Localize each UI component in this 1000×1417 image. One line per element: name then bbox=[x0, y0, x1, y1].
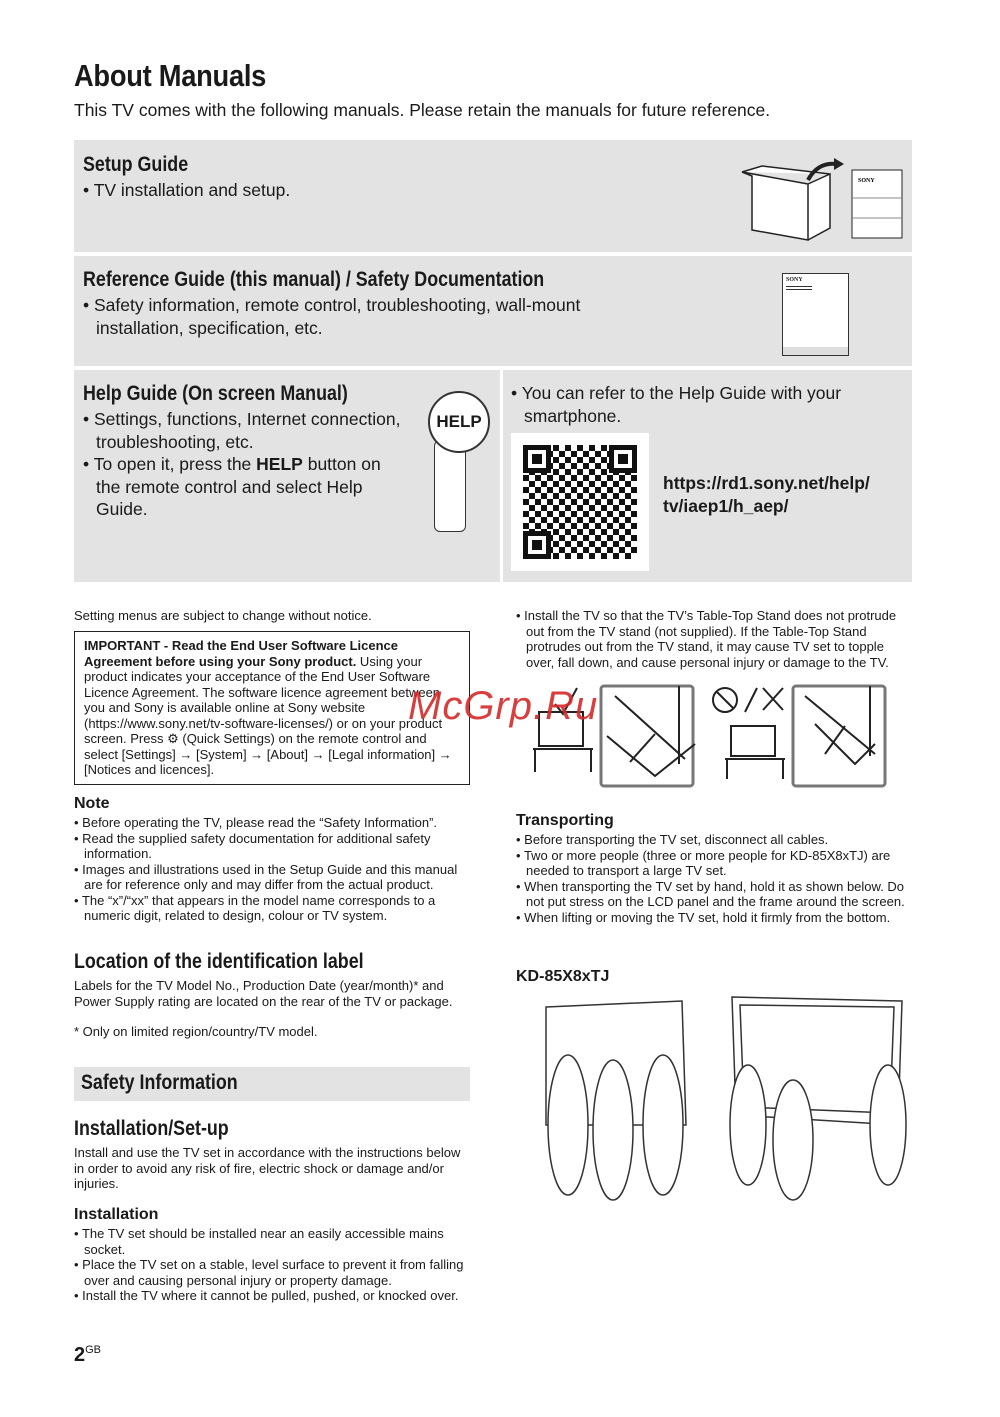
note-item: • Images and illustrations used in the Setup Guide and this manual are for reference only and may differ from the actual product. bbox=[74, 862, 470, 893]
sony-logo: SONY bbox=[858, 178, 875, 184]
note-heading: Note bbox=[74, 795, 110, 812]
gear-icon: ⚙ bbox=[167, 731, 179, 746]
help-guide-smartphone-panel bbox=[503, 370, 912, 582]
setup-guide-heading: Setup Guide bbox=[83, 153, 189, 176]
location-footnote: * Only on limited region/country/TV model. bbox=[74, 1024, 318, 1039]
location-section bbox=[74, 950, 474, 1040]
settings-notice: Setting menus are subject to change without notice. bbox=[74, 608, 372, 623]
smartphone-note: • You can refer to the Help Guide with your smartphone. bbox=[511, 382, 891, 427]
important-box: IMPORTANT - Read the End User Software Licence Agreement before using your Sony product. Using your product indicates your acceptance of the End User Software Licence Agreement. The software licence agreement between you and Sony is available online at Sony website (https://www.sony.net/tv-software-licenses/) or on your product screen. Press ⚙ (Quick Settings) on the remote control and select [Settings] → [System] → [About] → [Legal information] → [Notices and licences]. bbox=[74, 631, 470, 785]
installation-item: • Install the TV where it cannot be pulled, pushed, or knocked over. bbox=[74, 1288, 470, 1304]
transporting-heading: Transporting bbox=[516, 812, 614, 829]
setup-guide-panel bbox=[74, 140, 912, 252]
transporting-section bbox=[516, 812, 912, 925]
qr-code[interactable] bbox=[511, 433, 649, 571]
installation-setup-heading: Installation/Set-up bbox=[74, 1117, 229, 1140]
help-guide-bullet-1: • Settings, functions, Internet connection, troubleshooting, etc. bbox=[83, 408, 403, 453]
page-number: $2^{GB}$ bbox=[74, 1344, 102, 1366]
note-section bbox=[74, 795, 470, 924]
model-heading: KD-85X8xTJ bbox=[516, 968, 610, 985]
page-title: About Manuals bbox=[74, 58, 267, 93]
help-guide-url[interactable]: https://rd1.sony.net/help/ tv/iaep1/h_aep/ bbox=[663, 473, 870, 516]
installation-item: • Place the TV set on a stable, level surface to prevent it from falling over and causing personal injury or property damage. bbox=[74, 1257, 470, 1288]
installation-setup-text: Install and use the TV set in accordance with the instructions below in order to avoid any risk of fire, electric shock or damage and/or injuries. bbox=[74, 1145, 461, 1191]
watermark: McGrp.Ru bbox=[408, 684, 599, 728]
transporting-item: • When transporting the TV set by hand, hold it as shown below. Do not put stress on the LCD panel and the frame around the screen. bbox=[516, 879, 912, 910]
reference-guide-bullet: • Safety information, remote control, troubleshooting, wall-mount installation, specification, etc. bbox=[83, 294, 643, 339]
stand-note: • Install the TV so that the TV’s Table-Top Stand does not protrude out from the TV stand (not supplied). If the Table-Top Stand protrudes out from the TV stand, it may cause TV set to topple over, fall down, and cause personal injury or damage to the TV. bbox=[516, 608, 912, 670]
reference-guide-panel bbox=[74, 256, 912, 366]
transporting-item: • Before transporting the TV set, disconnect all cables. bbox=[516, 832, 912, 848]
subtitle: This TV comes with the following manuals. Please retain the manuals for future reference. bbox=[74, 100, 771, 120]
transporting-item: • When lifting or moving the TV set, hold it firmly from the bottom. bbox=[516, 910, 912, 926]
note-item: • Before operating the TV, please read the “Safety Information”. bbox=[74, 815, 470, 831]
installation-heading: Installation bbox=[74, 1206, 159, 1223]
carrying-tv-illustration bbox=[518, 995, 910, 1210]
help-guide-heading: Help Guide (On screen Manual) bbox=[83, 382, 348, 405]
sony-logo: SONY bbox=[786, 277, 803, 283]
help-guide-bullet-2: • To open it, press the HELP button on the remote control and select Help Guide. bbox=[83, 453, 403, 521]
safety-heading: Safety Information bbox=[81, 1071, 238, 1094]
reference-guide-heading: Reference Guide (this manual) / Safety Documentation bbox=[83, 268, 545, 291]
box-and-guide-icon bbox=[738, 158, 908, 244]
note-item: • Read the supplied safety documentation for additional safety information. bbox=[74, 831, 470, 862]
installation-section bbox=[74, 1206, 470, 1304]
help-guide-panel bbox=[74, 370, 500, 582]
installation-setup-section bbox=[74, 1117, 470, 1192]
safety-header bbox=[74, 1067, 470, 1101]
location-heading: Location of the identification label bbox=[74, 950, 364, 973]
manual-icon bbox=[782, 273, 849, 356]
transporting-item: • Two or more people (three or more people for KD-85X8xTJ) are needed to transport a large TV set. bbox=[516, 848, 912, 879]
note-item: • The “x”/“xx” that appears in the model name corresponds to a numeric digit, related to design, colour or TV system. bbox=[74, 893, 470, 924]
remote-control-icon bbox=[434, 440, 466, 532]
location-text: Labels for the TV Model No., Production Date (year/month)* and Power Supply rating are located on the rear of the TV or package. bbox=[74, 978, 453, 1009]
help-button-icon: HELP bbox=[428, 391, 490, 453]
setup-guide-bullet: • TV installation and setup. bbox=[83, 179, 290, 202]
installation-item: • The TV set should be installed near an easily accessible mains socket. bbox=[74, 1226, 470, 1257]
